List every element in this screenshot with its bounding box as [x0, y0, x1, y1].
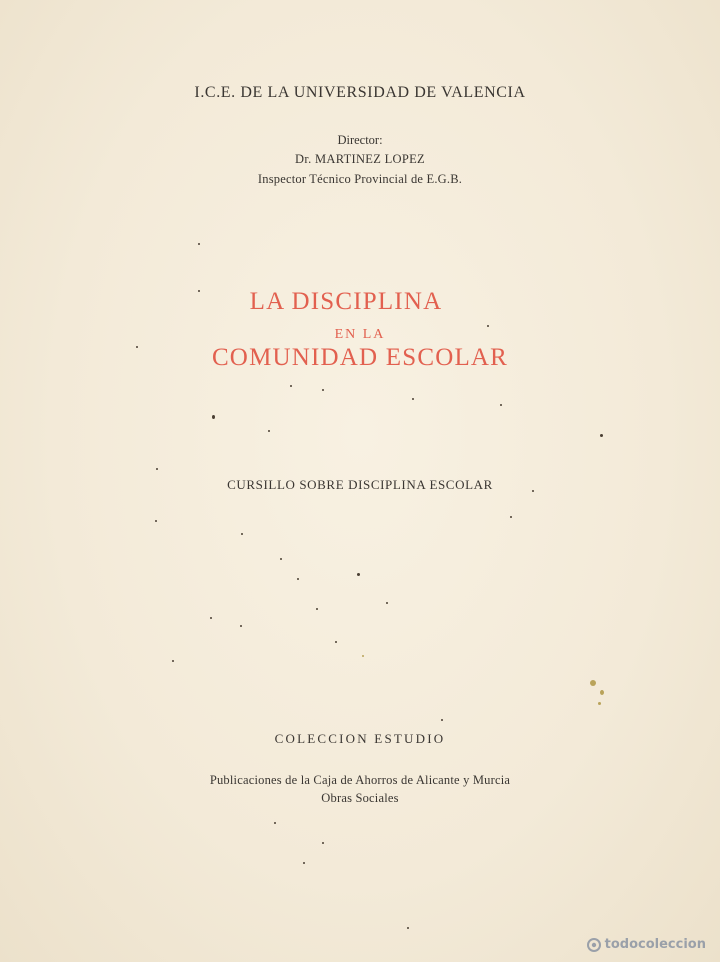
publisher-line-1: Publicaciones de la Caja de Ahorros de Alicante y Murcia — [209, 773, 511, 787]
watermark — [587, 937, 706, 952]
director-label: Director: — [337, 133, 383, 147]
subtitle: CURSILLO SOBRE DISCIPLINA ESCOLAR — [227, 477, 493, 492]
title-line-3: COMUNIDAD ESCOLAR — [211, 344, 509, 371]
institution-name: I.C.E. DE LA UNIVERSIDAD DE VALENCIA — [194, 84, 526, 101]
watermark-text: todocoleccion — [604, 937, 706, 952]
publisher-line-2: Obras Sociales — [321, 791, 399, 805]
director-role: Inspector Técnico Provincial de E.G.B. — [257, 172, 463, 186]
director-name: Dr. MARTINEZ LOPEZ — [295, 152, 425, 166]
title-line-2: EN LA — [334, 327, 386, 342]
collection-name: COLECCION ESTUDIO — [274, 731, 446, 746]
todocoleccion-logo-icon — [587, 938, 601, 952]
title-line-1: LA DISCIPLINA — [249, 288, 443, 315]
